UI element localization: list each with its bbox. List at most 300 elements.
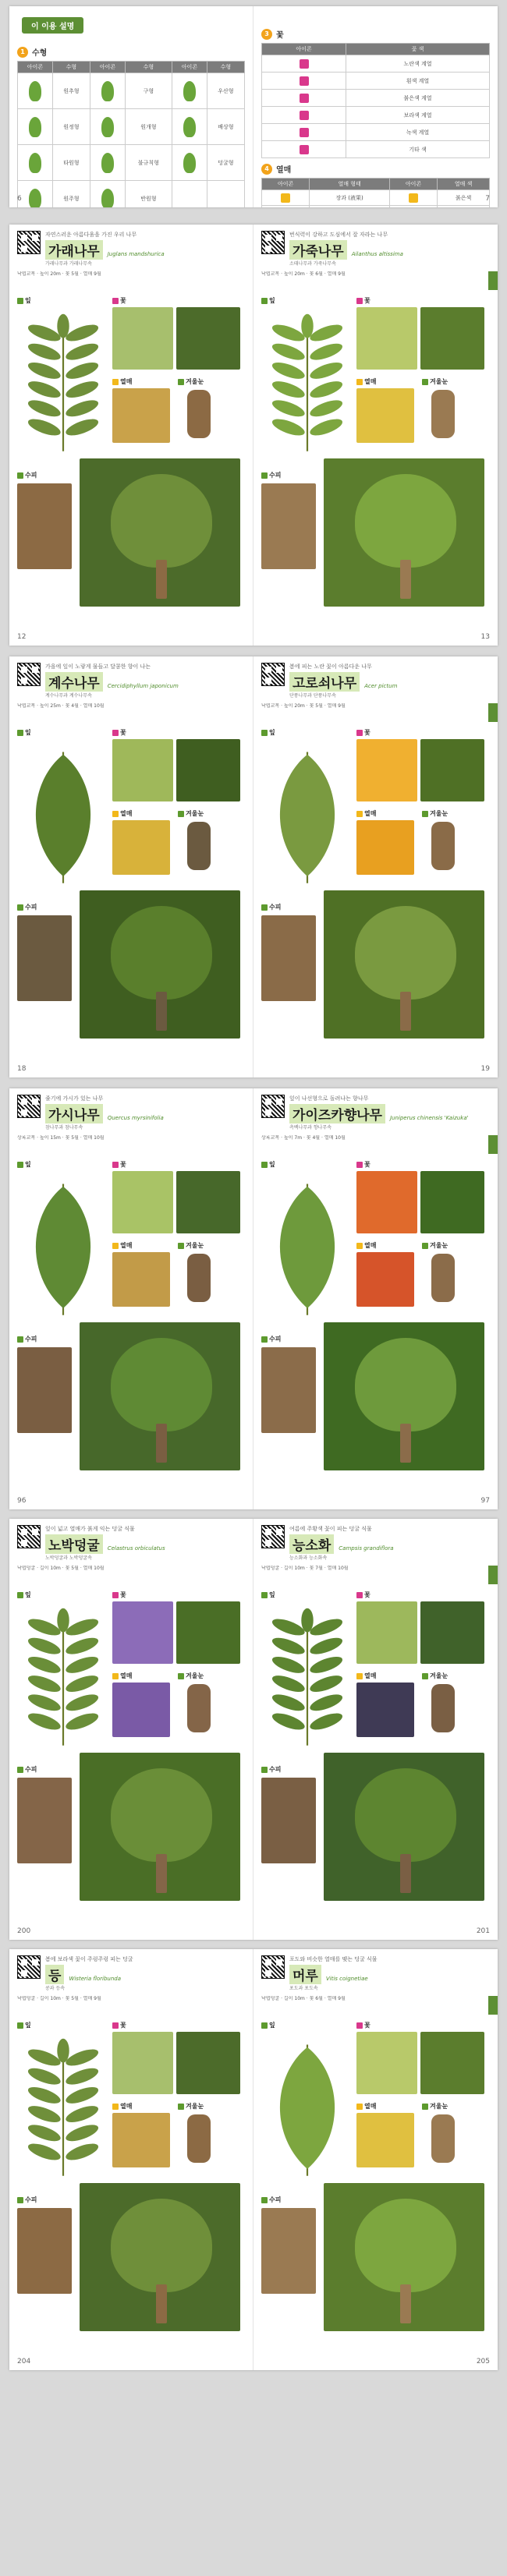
label-text: 수피	[269, 2196, 282, 2203]
species-summary: 낙엽교목 · 높이 20m · 꽃 5월 · 열매 9월	[261, 703, 346, 709]
label-marker-icon	[112, 730, 119, 736]
table-cell: 원정형	[52, 109, 90, 145]
fruit-color-icon	[409, 193, 418, 203]
tree-form-icon	[183, 81, 196, 101]
table-header: 아이콘	[18, 62, 53, 73]
species-name-row	[45, 672, 245, 692]
label-text: 꽃	[120, 297, 126, 304]
tree-crown-shape	[111, 906, 212, 1000]
flower-closeup-photo	[176, 307, 240, 370]
table-cell	[310, 206, 389, 208]
qr-pattern	[17, 231, 41, 254]
fruit-label	[356, 809, 376, 818]
species-name-row	[289, 672, 490, 692]
bark-label	[17, 471, 37, 479]
bark-label	[261, 471, 281, 479]
page-number: 201	[476, 1927, 490, 1935]
label-marker-icon	[356, 1243, 363, 1249]
species-page	[254, 1949, 498, 2370]
species-titles	[45, 1525, 245, 1561]
label-marker-icon	[17, 1592, 23, 1598]
flower-photo	[356, 2032, 417, 2094]
species-latin-name: Cercidiphyllum japonicum	[107, 683, 179, 689]
winter-bud-photo	[431, 822, 455, 870]
species-name: 능소화	[289, 1534, 334, 1554]
flower-icon	[300, 111, 309, 120]
table-row	[18, 181, 245, 208]
label-marker-icon	[17, 1767, 23, 1773]
species-page	[9, 1088, 254, 1509]
label-text: 잎	[25, 2022, 31, 2029]
table-cell	[438, 206, 490, 208]
table-cell: 장과 (液果)	[310, 190, 389, 206]
species-header	[261, 1955, 490, 1994]
tree-form-icon	[101, 153, 114, 173]
leaf-illustration	[20, 1174, 106, 1322]
icon-cell	[172, 73, 207, 109]
label-text: 잎	[269, 2022, 275, 2029]
fruit-photo	[112, 2113, 170, 2167]
label-text: 열매	[364, 810, 377, 817]
label-marker-icon	[261, 2197, 268, 2203]
species-family: 포도과 포도속	[289, 1986, 318, 1991]
bark-label	[261, 1335, 281, 1343]
species-summary: 낙엽덩굴 · 길이 10m · 꽃 6월 · 열매 9월	[261, 1996, 346, 2001]
label-text: 수피	[25, 904, 37, 911]
species-page	[9, 225, 254, 646]
tree-trunk-shape	[400, 560, 411, 599]
label-text: 수피	[269, 472, 282, 479]
table-header: 아이콘	[262, 44, 346, 55]
fruit-photo	[356, 1252, 414, 1307]
label-marker-icon	[356, 1592, 363, 1598]
label-text: 수피	[25, 2196, 37, 2203]
label-text: 열매	[120, 1242, 133, 1249]
leaf-illustration	[20, 742, 106, 890]
bark-label	[17, 2196, 37, 2204]
label-text: 열매	[364, 1242, 377, 1249]
fruit-label	[112, 1672, 132, 1680]
flower-label	[356, 296, 370, 305]
table-header: 수형	[207, 62, 244, 73]
page-number: 18	[17, 1065, 27, 1073]
page-number: 97	[480, 1497, 490, 1505]
legend-left-page	[9, 6, 254, 207]
species-titles	[45, 231, 245, 267]
page-number: 200	[17, 1927, 31, 1935]
label-text: 겨울눈	[430, 1672, 448, 1679]
label-text: 잎	[269, 1161, 275, 1168]
icon-cell	[90, 181, 126, 208]
flower-photo	[356, 1171, 417, 1233]
bark-photo	[261, 1347, 316, 1433]
legend-right-page	[254, 6, 498, 207]
qr-code[interactable]	[261, 1955, 285, 1979]
flower-icon	[300, 94, 309, 103]
tree-crown-shape	[355, 474, 456, 568]
species-spread	[9, 1949, 498, 2370]
qr-code[interactable]	[261, 1525, 285, 1548]
label-text: 열매	[364, 1672, 377, 1679]
label-marker-icon	[261, 904, 268, 911]
species-name: 등	[45, 1965, 64, 1984]
qr-code[interactable]	[261, 1095, 285, 1118]
table-row	[18, 73, 245, 109]
fruit-label	[112, 1241, 132, 1250]
flower-icon	[300, 76, 309, 86]
bark-label	[17, 903, 37, 911]
species-latin-name: Celastrus orbiculatus	[107, 1545, 165, 1552]
icon-cell	[262, 90, 346, 107]
section-number: 1	[17, 47, 28, 58]
qr-pattern	[261, 1095, 285, 1118]
qr-code[interactable]	[17, 1095, 41, 1118]
qr-code[interactable]	[17, 231, 41, 254]
tree-crown-shape	[111, 1338, 212, 1431]
label-marker-icon	[112, 2022, 119, 2029]
tree-trunk-shape	[156, 1854, 167, 1893]
qr-code[interactable]	[17, 1525, 41, 1548]
table-cell	[207, 181, 244, 208]
species-page	[9, 656, 254, 1077]
species-titles	[289, 231, 490, 267]
chapter-tab[interactable]	[488, 271, 498, 290]
species-page	[9, 1519, 254, 1940]
label-marker-icon	[112, 811, 119, 817]
leaf-label	[261, 728, 275, 737]
label-marker-icon	[112, 298, 119, 304]
winter-bud-photo	[431, 390, 455, 438]
label-marker-icon	[17, 298, 23, 304]
species-header	[17, 1955, 245, 1994]
table-header: 수형	[125, 62, 172, 73]
table-row	[262, 107, 490, 124]
section-title-flower	[261, 28, 490, 40]
tree-form-icon	[101, 81, 114, 101]
leaf-illustration	[264, 1605, 350, 1753]
label-marker-icon	[17, 904, 23, 911]
tree-form-icon	[101, 117, 114, 137]
flower-photo	[112, 739, 173, 801]
table-cell: 기타 색	[346, 141, 490, 158]
flower-label	[356, 2021, 370, 2029]
bark-label	[261, 2196, 281, 2204]
flower-closeup-photo	[420, 1171, 484, 1233]
species-summary: 낙엽덩굴 · 길이 10m · 꽃 7월 · 열매 10월	[261, 1566, 349, 1571]
label-text: 겨울눈	[430, 810, 448, 817]
label-marker-icon	[17, 2022, 23, 2029]
table-row	[262, 190, 490, 206]
leaf-label	[261, 2021, 275, 2029]
species-tagline: 여름에 주황색 꽃이 피는 덩굴 식물	[289, 1526, 372, 1532]
species-name: 가시나무	[45, 1104, 103, 1123]
table-row	[18, 145, 245, 181]
leaf-illustration	[264, 310, 350, 458]
page-number: 204	[17, 2358, 31, 2365]
tree-crown-shape	[355, 906, 456, 1000]
winter-bud-photo	[187, 1684, 211, 1732]
fruit-photo	[356, 388, 414, 443]
label-text: 겨울눈	[186, 810, 204, 817]
species-summary: 낙엽교목 · 높이 20m · 꽃 6월 · 열매 9월	[261, 271, 346, 277]
table-cell: 원주형	[52, 181, 90, 208]
species-name-row	[289, 240, 490, 260]
species-header	[17, 663, 245, 702]
flower-photo	[112, 2032, 173, 2094]
winter-bud-photo	[431, 1254, 455, 1302]
winter-bud-label	[422, 2102, 448, 2111]
qr-pattern	[261, 663, 285, 686]
page-number: 96	[17, 1497, 27, 1505]
label-marker-icon	[261, 2022, 268, 2029]
label-text: 잎	[25, 729, 31, 736]
bark-photo	[261, 1778, 316, 1863]
qr-code[interactable]	[17, 663, 41, 686]
label-text: 겨울눈	[186, 378, 204, 385]
fruit-label	[356, 377, 376, 386]
fruit-photo	[356, 820, 414, 875]
winter-bud-photo	[431, 1684, 455, 1732]
winter-bud-label	[422, 1672, 448, 1680]
species-header	[261, 663, 490, 702]
tree-crown-shape	[355, 1338, 456, 1431]
label-marker-icon	[17, 1162, 23, 1168]
fruit-label	[356, 1672, 376, 1680]
label-text: 겨울눈	[186, 2103, 204, 2110]
table-cell	[172, 181, 207, 208]
species-latin-name: Wisteria floribunda	[69, 1976, 122, 1982]
bark-photo	[261, 915, 316, 1001]
icon-cell	[18, 73, 53, 109]
chapter-tab[interactable]	[488, 1566, 498, 1584]
winter-bud-photo	[187, 1254, 211, 1302]
label-text: 수피	[25, 472, 37, 479]
label-marker-icon	[17, 730, 23, 736]
label-marker-icon	[261, 472, 268, 479]
page-number: 205	[476, 2358, 490, 2365]
table-header: 아이콘	[389, 179, 437, 190]
bark-photo	[17, 1347, 72, 1433]
tree-form-icon	[101, 189, 114, 208]
section-label: 수형	[32, 49, 48, 58]
label-marker-icon	[261, 730, 268, 736]
icon-cell	[90, 109, 126, 145]
tree-form-icon	[183, 117, 196, 137]
section-number: 3	[261, 29, 272, 40]
label-text: 겨울눈	[186, 1672, 204, 1679]
label-text: 열매	[120, 2103, 133, 2110]
species-latin-name: Ailanthus altissima	[351, 251, 403, 257]
tree-form-icon	[29, 153, 41, 173]
species-name-row	[45, 240, 245, 260]
species-family: 능소화과 능소화속	[289, 1555, 328, 1561]
table-header: 수형	[52, 62, 90, 73]
flower-photo	[112, 1601, 173, 1664]
fruit-photo	[356, 1683, 414, 1737]
bark-photo	[261, 2208, 316, 2294]
bark-photo	[17, 483, 72, 569]
page-number: 19	[480, 1065, 490, 1073]
bark-photo	[261, 483, 316, 569]
fruit-form-icon	[281, 193, 290, 203]
label-marker-icon	[112, 2104, 119, 2110]
icon-cell	[262, 55, 346, 73]
label-marker-icon	[112, 1243, 119, 1249]
tree-form-icon	[29, 189, 41, 208]
flower-closeup-photo	[420, 2032, 484, 2094]
label-text: 열매	[364, 378, 377, 385]
chapter-tab[interactable]	[488, 703, 498, 722]
label-marker-icon	[178, 379, 184, 385]
tree-crown-shape	[355, 2199, 456, 2292]
species-page	[254, 225, 498, 646]
label-text: 겨울눈	[186, 1242, 204, 1249]
species-name: 가죽나무	[289, 240, 347, 260]
qr-code[interactable]	[17, 1955, 41, 1979]
species-name-row	[289, 1104, 490, 1123]
fruit-photo	[356, 2113, 414, 2167]
flower-closeup-photo	[420, 1601, 484, 1664]
species-name-row	[289, 1965, 490, 1984]
chapter-tab[interactable]	[488, 1996, 498, 2015]
label-text: 꽃	[120, 1161, 126, 1168]
flower-photo	[112, 1171, 173, 1233]
label-marker-icon	[17, 472, 23, 479]
legend-tab: 이 이용 설명	[22, 17, 83, 34]
tree-crown-shape	[111, 474, 212, 568]
label-text: 열매	[120, 378, 133, 385]
section-label: 열매	[276, 166, 292, 175]
tree-crown-shape	[111, 2199, 212, 2292]
label-text: 열매	[120, 1672, 133, 1679]
qr-code[interactable]	[261, 231, 285, 254]
icon-cell	[18, 109, 53, 145]
table-header: 열매 형태	[310, 179, 389, 190]
label-text: 수피	[269, 1766, 282, 1773]
qr-pattern	[17, 1955, 41, 1979]
species-name: 노박덩굴	[45, 1534, 103, 1554]
table-cell: 녹색 계열	[346, 124, 490, 141]
icon-cell	[18, 181, 53, 208]
label-marker-icon	[112, 1162, 119, 1168]
table-cell: 흰색 계열	[346, 73, 490, 90]
qr-pattern	[17, 1525, 41, 1548]
winter-bud-label	[422, 1241, 448, 1250]
label-marker-icon	[112, 1673, 119, 1679]
fruit-label	[112, 809, 132, 818]
species-page	[254, 1088, 498, 1509]
species-tagline: 자연스러운 아름다움을 가진 우리 나무	[45, 232, 137, 238]
species-tagline: 잎이 넓고 열매가 붉게 익는 덩굴 식물	[45, 1526, 135, 1532]
label-text: 겨울눈	[430, 378, 448, 385]
table-cell: 붉은색 계열	[346, 90, 490, 107]
species-titles	[289, 1095, 490, 1131]
species-name: 계수나무	[45, 672, 103, 692]
label-text: 잎	[269, 297, 275, 304]
tree-form-icon	[29, 117, 41, 137]
icon-cell	[172, 145, 207, 181]
icon-cell	[262, 190, 310, 206]
icon-cell	[389, 190, 437, 206]
tree-crown-shape	[355, 1768, 456, 1862]
label-marker-icon	[112, 1592, 119, 1598]
qr-code[interactable]	[261, 663, 285, 686]
species-summary: 낙엽덩굴 · 길이 10m · 꽃 5월 · 열매 10월	[17, 1566, 105, 1571]
species-header	[261, 1095, 490, 1134]
fruit-photo	[112, 1683, 170, 1737]
table-row	[18, 109, 245, 145]
species-titles	[45, 1095, 245, 1131]
species-page	[254, 656, 498, 1077]
page-number: 12	[17, 633, 27, 641]
flower-label	[112, 728, 126, 737]
species-summary: 낙엽교목 · 높이 20m · 꽃 5월 · 열매 9월	[17, 271, 101, 277]
bark-label	[17, 1765, 37, 1774]
table-header: 아이콘	[90, 62, 126, 73]
icon-cell	[18, 145, 53, 181]
table-cell: 우산형	[207, 73, 244, 109]
leaf-label	[17, 296, 31, 305]
flower-photo	[356, 307, 417, 370]
table-cell: 붉은색	[438, 190, 490, 206]
bark-photo	[17, 915, 72, 1001]
flower-closeup-photo	[176, 739, 240, 801]
table-header: 열매 색	[438, 179, 490, 190]
fruit-label	[112, 377, 132, 386]
page-number: 7	[485, 195, 490, 203]
chapter-tab[interactable]	[488, 1135, 498, 1154]
bark-label	[261, 1765, 281, 1774]
table-row	[262, 73, 490, 90]
species-tagline: 번식력이 강하고 도심에서 잘 자라는 나무	[289, 232, 388, 238]
species-summary: 상록교목 · 높이 7m · 꽃 4월 · 열매 10월	[261, 1135, 346, 1141]
species-name: 가래나무	[45, 240, 103, 260]
species-spread	[9, 1519, 498, 1940]
species-titles	[45, 663, 245, 699]
leaf-label	[17, 1160, 31, 1169]
label-marker-icon	[112, 379, 119, 385]
tree-trunk-shape	[400, 2284, 411, 2323]
fruit-label	[356, 2102, 376, 2111]
flower-closeup-photo	[176, 2032, 240, 2094]
tree-trunk-shape	[400, 1424, 411, 1463]
table-cell: 타원형	[52, 145, 90, 181]
tree-trunk-shape	[400, 992, 411, 1031]
label-text: 열매	[120, 810, 133, 817]
species-tagline: 줄기에 가시가 있는 나무	[45, 1095, 104, 1102]
flower-label	[112, 1160, 126, 1169]
winter-bud-label	[178, 1241, 204, 1250]
flower-closeup-photo	[176, 1601, 240, 1664]
page-number: 13	[480, 633, 490, 641]
flower-label	[356, 1591, 370, 1599]
label-text: 겨울눈	[430, 1242, 448, 1249]
section-title-fruit	[261, 163, 490, 175]
species-name-row	[45, 1104, 245, 1123]
label-text: 수피	[269, 904, 282, 911]
winter-bud-label	[422, 809, 448, 818]
label-marker-icon	[17, 1336, 23, 1343]
species-family: 콩과 등속	[45, 1986, 66, 1991]
tree-form-icon	[183, 153, 196, 173]
table-row	[262, 90, 490, 107]
qr-pattern	[17, 1095, 41, 1118]
species-tagline: 가을에 잎이 노랗게 물들고 달콤한 향이 나는	[45, 663, 151, 670]
table-row	[262, 124, 490, 141]
tree-trunk-shape	[156, 560, 167, 599]
table-cell: 구형	[125, 73, 172, 109]
flower-closeup-photo	[420, 739, 484, 801]
